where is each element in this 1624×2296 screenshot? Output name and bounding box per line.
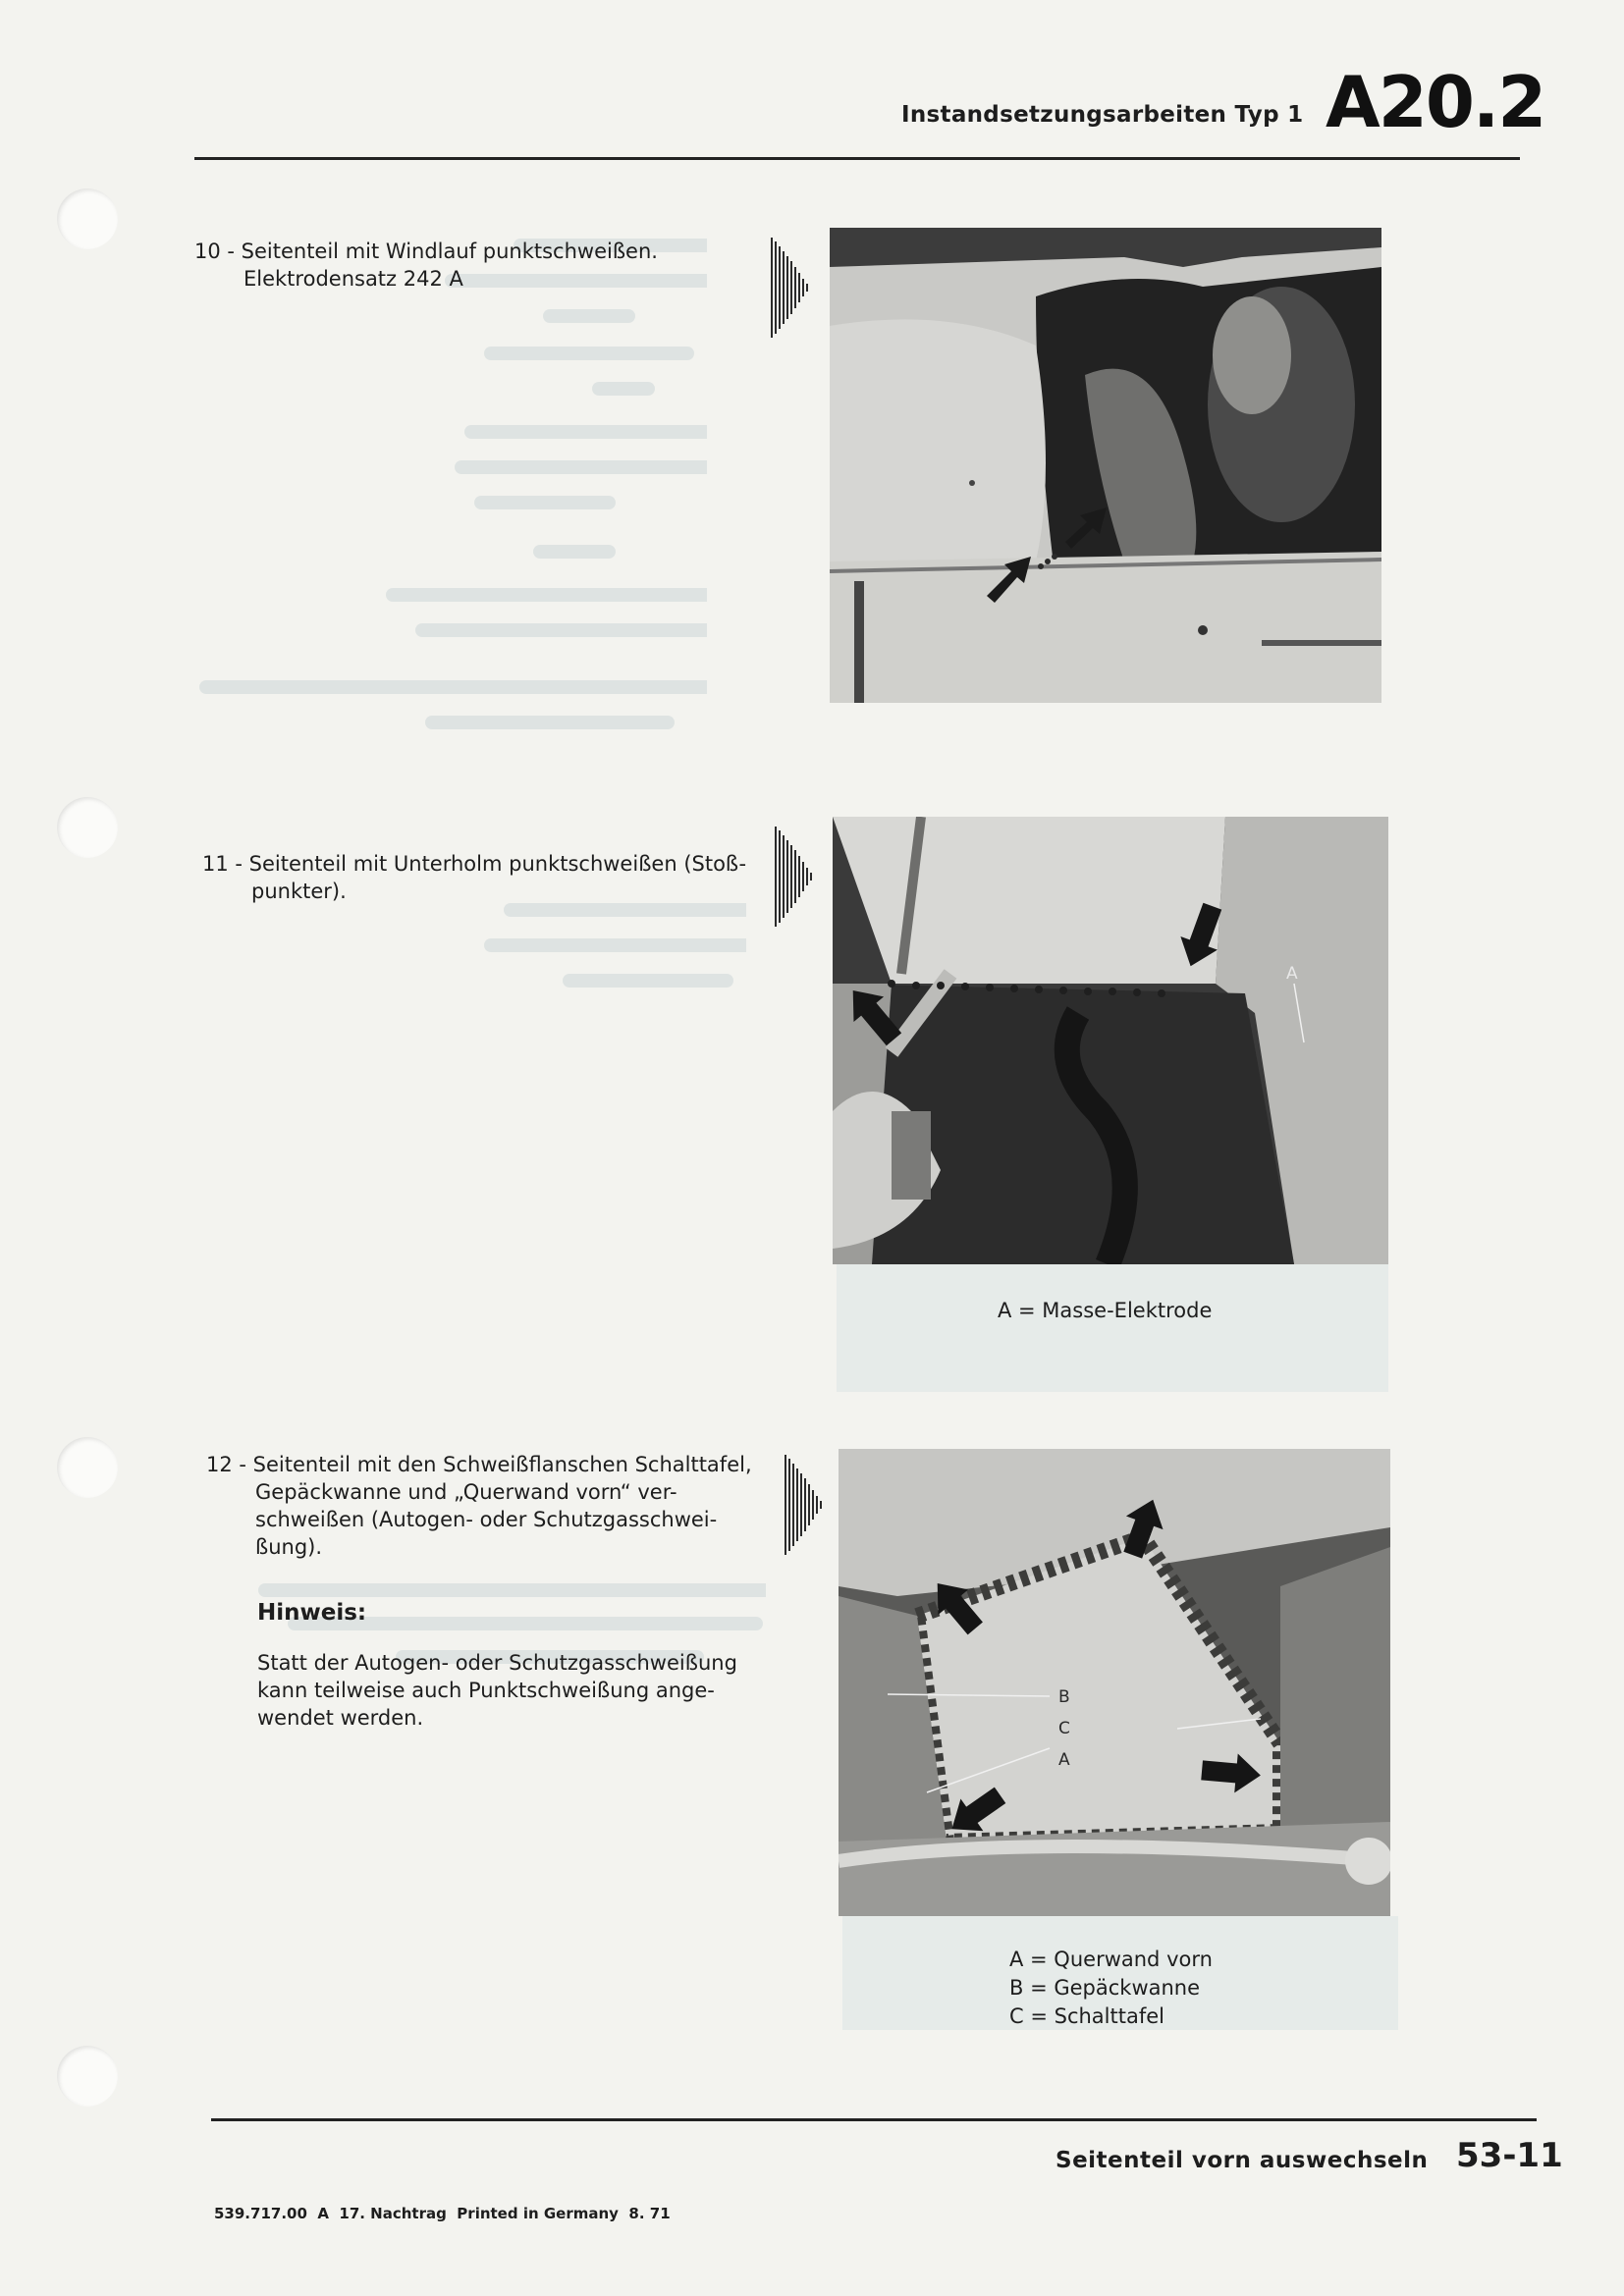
step-12 — [206, 1451, 776, 1561]
step-10-line-1: 10 - Seitenteil mit Windlauf punktschweißen. — [194, 240, 658, 263]
caption-line-a: A = Querwand vorn — [1009, 1948, 1213, 1971]
step-12-line-4: ßung). — [255, 1535, 323, 1559]
step-11-line-2: punkter). — [251, 880, 347, 903]
step-12-line-3: schweißen (Autogen- oder Schutzgasschwei- — [255, 1508, 718, 1531]
note-line-3: wendet werden. — [257, 1706, 424, 1730]
step-10-line-2: Elektrodensatz 242 A — [244, 267, 463, 291]
step-11 — [202, 850, 746, 905]
pointer-arrow-icon — [774, 823, 817, 931]
header-rule — [194, 157, 1520, 160]
note-line-2: kann teilweise auch Punktschweißung ange- — [257, 1679, 715, 1702]
caption-line-b: B = Gepäckwanne — [1009, 1976, 1201, 2000]
photo-unterholm — [833, 817, 1388, 1264]
pointer-arrow-icon — [770, 234, 813, 342]
punch-hole — [57, 188, 118, 249]
footer-title: Seitenteil vorn auswechseln — [1056, 2148, 1429, 2173]
photo-label-c: C — [1058, 1719, 1070, 1738]
photo-label-a: A — [1286, 964, 1298, 984]
photo-label-b: B — [1058, 1687, 1070, 1707]
photo-windlauf — [830, 228, 1381, 703]
document-reference: 539.717.00 A 17. Nachtrag Printed in Germany 8. 71 — [214, 2205, 671, 2222]
step-12-line-2: Gepäckwanne und „Querwand vorn“ ver- — [255, 1480, 677, 1504]
photo-querwand — [839, 1449, 1390, 1916]
bleed-through-lines — [196, 898, 746, 1006]
header-title: Instandsetzungsarbeiten Typ 1 — [901, 102, 1304, 128]
note-line-1: Statt der Autogen- oder Schutzgasschweißung — [257, 1651, 737, 1675]
step-12-line-1: 12 - Seitenteil mit den Schweißflanschen Schalttafel, — [206, 1453, 752, 1476]
step-11-line-1: 11 - Seitenteil mit Unterholm punktschweißen (Stoß- — [202, 852, 747, 876]
caption-line-c: C = Schalttafel — [1009, 2004, 1164, 2028]
note-text — [257, 1649, 737, 1732]
section-code: A20.2 — [1326, 61, 1545, 143]
page-number: 53-11 — [1456, 2136, 1563, 2175]
note-title: Hinweis: — [257, 1600, 367, 1626]
punch-hole — [57, 797, 118, 858]
caption-panel — [837, 1264, 1388, 1392]
step-10 — [194, 238, 658, 293]
punch-hole — [57, 2046, 118, 2107]
punch-hole — [57, 1437, 118, 1498]
footer-rule — [211, 2118, 1537, 2121]
pointer-arrow-icon — [784, 1451, 827, 1559]
caption-legend — [1009, 1946, 1213, 2031]
bleed-through-lines — [196, 226, 707, 736]
photo-label-a: A — [1058, 1750, 1070, 1770]
caption-masse-elektrode: A = Masse-Elektrode — [998, 1299, 1213, 1322]
